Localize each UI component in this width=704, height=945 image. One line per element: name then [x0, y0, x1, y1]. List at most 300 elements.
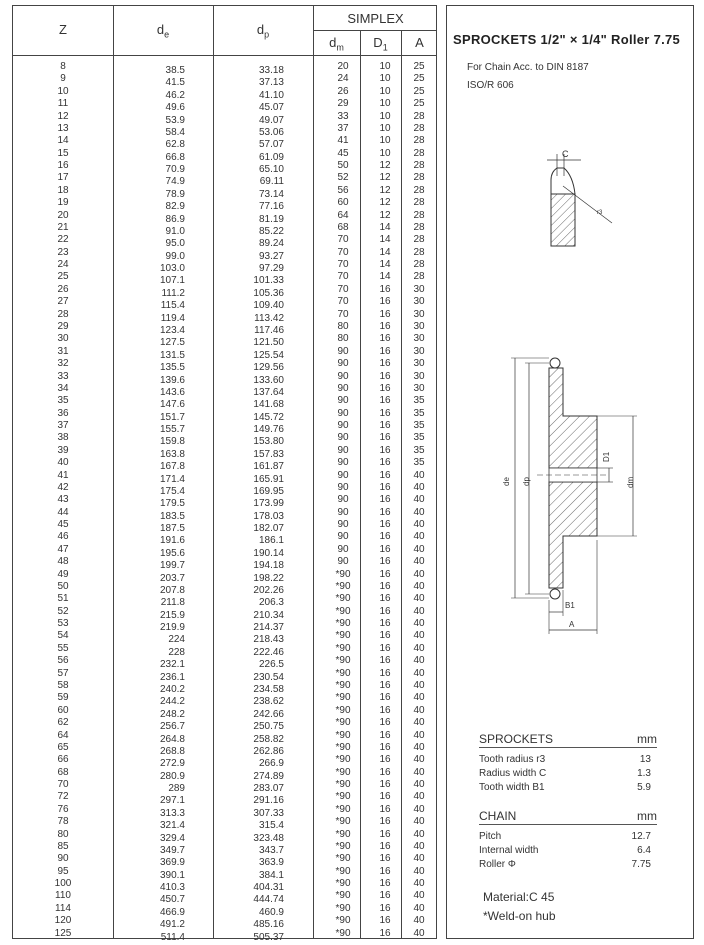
cell-de: 187.5 [159, 523, 185, 535]
label-de: de [502, 477, 511, 486]
spec-radius-width: Radius width C 1.3 [479, 768, 651, 779]
cell-a: 40 [413, 754, 425, 766]
cell-dm: *90 [335, 704, 351, 716]
cell-dm: *90 [335, 779, 351, 791]
cell-dp: 234.58 [253, 684, 284, 695]
cell-dp: 117.46 [254, 324, 284, 336]
cell-a: 28 [413, 246, 425, 258]
cell-dm: 52 [337, 172, 349, 184]
weld-hub-note: *Weld-on hub [483, 909, 556, 923]
table-row [13, 730, 436, 743]
cell-dp: 194.18 [253, 560, 284, 572]
cell-dp: 206.3 [258, 597, 284, 609]
label-dm: dm [626, 476, 635, 488]
table-row [13, 767, 436, 780]
cell-dp: 153.80 [253, 436, 284, 448]
cell-d1: 16 [379, 704, 391, 716]
cell-dp: 202.26 [253, 584, 284, 596]
table-row [13, 791, 436, 807]
cell-d1: 16 [379, 890, 391, 902]
cell-dm: 90 [337, 481, 349, 493]
cell-de: 215.9 [159, 609, 185, 621]
cell-de: 203.7 [159, 572, 185, 584]
cell-dm: *90 [335, 828, 351, 840]
cell-d1: 16 [379, 432, 391, 444]
cell-a: 35 [413, 395, 425, 407]
table-row [13, 172, 436, 188]
cell-z: 70 [57, 779, 69, 791]
table-row [13, 383, 436, 396]
cell-dp: 182.07 [253, 523, 284, 535]
cell-a: 28 [413, 209, 425, 221]
cell-de: 123.4 [159, 324, 185, 336]
cell-dp: 505.37 [253, 931, 284, 943]
cell-d1: 16 [379, 444, 391, 456]
table-row [13, 185, 436, 198]
cell-d1: 16 [379, 902, 391, 914]
cell-dp: 73.14 [258, 188, 284, 200]
cell-z: 57 [57, 667, 69, 679]
cell-d1: 14 [379, 271, 391, 283]
cell-dp: 41.10 [258, 89, 284, 101]
table-row [13, 333, 436, 349]
table-row [13, 296, 436, 312]
cell-dp: 178.03 [253, 510, 284, 522]
cell-de: 151.7 [159, 411, 185, 423]
cell-dp: 137.64 [253, 386, 284, 398]
cell-a: 40 [413, 531, 425, 543]
cell-z: 30 [57, 333, 69, 345]
table-row [13, 531, 436, 547]
cell-dm: *90 [335, 568, 351, 580]
cell-z: 54 [57, 630, 69, 642]
cell-dm: *90 [335, 902, 351, 914]
cell-d1: 14 [379, 234, 391, 246]
table-row [13, 73, 436, 89]
cell-a: 40 [413, 779, 425, 791]
cell-d1: 14 [379, 221, 391, 233]
cell-dp: 89.24 [258, 238, 284, 250]
table-row [13, 804, 436, 817]
cell-dm: 90 [337, 370, 349, 382]
cell-dp: 186.1 [258, 535, 284, 547]
cell-d1: 16 [379, 754, 391, 766]
table-row [13, 928, 436, 941]
cell-dm: 24 [337, 73, 349, 85]
cell-dm: 41 [337, 135, 349, 147]
table-row [13, 643, 436, 656]
spec-internal-width: Internal width 6.4 [479, 845, 651, 856]
cell-dp: 258.82 [253, 733, 284, 745]
table-row [13, 259, 436, 275]
cell-de: 511.4 [160, 931, 185, 943]
cell-z: 20 [57, 209, 69, 221]
cell-a: 25 [413, 85, 425, 97]
cell-dm: 37 [337, 122, 349, 134]
label-dp: dp [522, 477, 531, 486]
table-row [13, 61, 436, 74]
cell-de: 115.4 [160, 300, 185, 312]
cell-dp: 283.07 [253, 783, 284, 795]
cell-d1: 16 [379, 580, 391, 592]
cell-dm: 90 [337, 506, 349, 518]
cell-z: 34 [57, 382, 69, 394]
cell-dm: 90 [337, 345, 349, 357]
cell-de: 369.9 [159, 857, 185, 869]
cell-d1: 16 [379, 816, 391, 828]
cell-a: 40 [413, 741, 425, 753]
cell-de: 390.1 [159, 869, 185, 881]
cell-z: 42 [57, 481, 69, 493]
cell-z: 68 [57, 766, 69, 778]
cell-z: 52 [57, 605, 69, 617]
cell-dm: *90 [335, 865, 351, 877]
cell-de: 99.0 [165, 250, 185, 262]
cell-de: 191.6 [159, 535, 185, 547]
cell-dm: 90 [337, 543, 349, 555]
cell-d1: 16 [379, 333, 391, 345]
cell-d1: 16 [379, 358, 391, 370]
cell-z: 65 [57, 741, 69, 753]
cell-a: 35 [413, 407, 425, 419]
cell-dm: 90 [337, 519, 349, 531]
cell-dm: 50 [337, 160, 349, 172]
cell-de: 131.5 [159, 349, 185, 361]
cell-de: 195.6 [159, 547, 185, 559]
cell-dp: 165.91 [253, 473, 284, 485]
cell-de: 41.5 [165, 77, 185, 89]
table-row [13, 779, 436, 795]
cell-dp: 77.16 [258, 201, 284, 213]
cell-z: 17 [57, 172, 69, 184]
header-de: $d_e$ [156, 22, 170, 40]
cell-dm: 70 [337, 271, 349, 283]
cell-dm: *90 [335, 803, 351, 815]
cell-a: 28 [413, 160, 425, 172]
cell-a: 40 [413, 556, 425, 568]
cell-a: 40 [413, 853, 425, 865]
table-row [13, 655, 436, 671]
cell-d1: 12 [379, 172, 391, 184]
cell-d1: 16 [379, 345, 391, 357]
cell-d1: 12 [379, 197, 391, 209]
cell-dp: 343.7 [258, 844, 284, 856]
cell-dm: *90 [335, 667, 351, 679]
cell-d1: 16 [379, 506, 391, 518]
cell-d1: 16 [379, 296, 391, 308]
table-row [13, 606, 436, 619]
table-row [13, 717, 436, 733]
cell-dm: 90 [337, 494, 349, 506]
cell-de: 491.2 [159, 919, 185, 931]
cell-d1: 16 [379, 642, 391, 654]
cell-a: 28 [413, 147, 425, 159]
cell-z: 23 [57, 246, 69, 258]
cell-a: 30 [413, 296, 425, 308]
cell-z: 38 [57, 432, 69, 444]
cell-dm: 20 [337, 61, 349, 72]
cell-z: 47 [57, 543, 69, 555]
cell-a: 35 [413, 444, 425, 456]
cell-de: 127.5 [159, 337, 185, 349]
cell-a: 40 [413, 766, 425, 778]
cell-dm: 90 [337, 556, 349, 568]
cell-dp: 61.09 [258, 151, 284, 163]
cell-de: 86.9 [165, 213, 185, 225]
cell-d1: 16 [379, 543, 391, 555]
table-row [13, 544, 436, 557]
label-r3: r3 [597, 210, 603, 216]
table-row [13, 705, 436, 718]
cell-de: 139.6 [159, 374, 185, 386]
cell-dp: 57.07 [258, 139, 284, 151]
cell-dp: 33.18 [258, 65, 284, 76]
cell-dm: *90 [335, 766, 351, 778]
cell-a: 40 [413, 717, 425, 729]
cell-d1: 16 [379, 320, 391, 332]
cell-dp: 485.16 [253, 919, 284, 931]
cell-dm: *90 [335, 692, 351, 704]
header-a: A [415, 35, 424, 50]
cell-de: 159.8 [159, 436, 185, 448]
cell-a: 40 [413, 593, 425, 605]
cell-dm: *90 [335, 729, 351, 741]
cell-dp: 81.19 [258, 213, 284, 225]
cell-dm: 80 [337, 320, 349, 332]
cell-dp: 125.54 [253, 349, 284, 361]
table-row [13, 408, 436, 421]
cell-de: 46.2 [165, 89, 185, 101]
cell-z: 59 [57, 692, 69, 704]
cell-z: 110 [55, 890, 71, 902]
cell-d1: 16 [379, 469, 391, 481]
table-row [13, 123, 436, 136]
table-row [13, 482, 436, 495]
cell-de: 53.9 [165, 114, 185, 126]
cell-z: 50 [57, 580, 69, 592]
cell-dp: 97.29 [258, 263, 284, 275]
cell-z: 49 [57, 568, 69, 580]
cell-a: 40 [413, 902, 425, 914]
cell-dp: 141.68 [253, 399, 284, 411]
cell-dm: 90 [337, 432, 349, 444]
cell-a: 40 [413, 865, 425, 877]
cell-de: 74.9 [165, 176, 185, 188]
cell-z: 28 [57, 308, 69, 320]
cell-z: 62 [57, 717, 69, 729]
cell-d1: 16 [379, 568, 391, 580]
table-row [13, 915, 436, 931]
cell-dm: 80 [337, 333, 349, 345]
cell-dp: 262.86 [253, 745, 284, 757]
cell-de: 179.5 [159, 498, 185, 510]
cell-dm: *90 [335, 754, 351, 766]
cell-dp: 161.87 [253, 461, 284, 473]
cell-a: 40 [413, 927, 425, 939]
table-row [13, 829, 436, 842]
cell-z: 39 [57, 444, 69, 456]
cell-a: 40 [413, 791, 425, 803]
cell-d1: 16 [379, 667, 391, 679]
header-dp: $d_p$ [256, 22, 270, 40]
cell-a: 28 [413, 259, 425, 271]
cell-de: 107.1 [159, 275, 185, 287]
cell-dm: *90 [335, 717, 351, 729]
cell-dm: *90 [335, 580, 351, 592]
cell-d1: 16 [379, 803, 391, 815]
cell-a: 30 [413, 308, 425, 320]
cell-de: 49.6 [165, 102, 185, 114]
cell-z: 35 [57, 395, 69, 407]
table-row [13, 98, 436, 114]
cell-dm: 68 [337, 221, 349, 233]
cell-dp: 230.54 [253, 671, 284, 683]
cell-de: 244.2 [159, 696, 185, 708]
cell-a: 30 [413, 358, 425, 370]
table-row [13, 321, 436, 334]
table-row [13, 371, 436, 384]
table-row [13, 754, 436, 770]
cell-a: 28 [413, 110, 425, 122]
cell-dp: 384.1 [258, 869, 284, 881]
cell-z: 114 [55, 902, 71, 914]
cell-dp: 210.34 [253, 609, 284, 621]
cell-a: 30 [413, 333, 425, 345]
cell-de: 313.3 [159, 807, 185, 819]
cell-z: 64 [57, 729, 69, 741]
cell-dp: 101.33 [253, 275, 284, 287]
cell-dm: *90 [335, 840, 351, 852]
cell-dm: 26 [337, 85, 349, 97]
cell-d1: 16 [379, 308, 391, 320]
table-row [13, 556, 436, 572]
cell-dp: 109.40 [253, 300, 284, 312]
cell-dp: 315.4 [258, 820, 284, 832]
cell-d1: 16 [379, 593, 391, 605]
cell-dm: 90 [337, 531, 349, 543]
cell-d1: 10 [379, 73, 391, 85]
cell-a: 40 [413, 692, 425, 704]
cell-dp: 145.72 [253, 411, 284, 423]
cell-dp: 53.06 [258, 126, 284, 138]
cell-z: 95 [57, 865, 69, 877]
cell-d1: 16 [379, 382, 391, 394]
cell-a: 40 [413, 618, 425, 630]
cell-a: 40 [413, 915, 425, 927]
cell-d1: 12 [379, 209, 391, 221]
cell-dm: *90 [335, 605, 351, 617]
cell-dm: *90 [335, 890, 351, 902]
cell-de: 410.3 [159, 882, 185, 894]
cell-de: 167.8 [159, 461, 185, 473]
cell-a: 25 [413, 73, 425, 85]
cell-dm: 90 [337, 358, 349, 370]
cell-a: 28 [413, 197, 425, 209]
cell-z: 46 [57, 531, 69, 543]
cell-z: 27 [57, 296, 69, 308]
sprockets-heading: SPROCKETS mm [479, 732, 657, 746]
cell-d1: 16 [379, 692, 391, 704]
cell-z: 41 [57, 469, 69, 481]
cell-de: 111.2 [161, 287, 185, 299]
cell-a: 40 [413, 878, 425, 890]
cell-z: 66 [57, 754, 69, 766]
spec-roller: Roller Φ 7.75 [479, 859, 651, 870]
cell-a: 28 [413, 172, 425, 184]
cell-d1: 14 [379, 259, 391, 271]
cell-a: 28 [413, 234, 425, 246]
cell-d1: 16 [379, 791, 391, 803]
cell-d1: 16 [379, 407, 391, 419]
table-row [13, 160, 436, 176]
cell-z: 44 [57, 506, 69, 518]
cell-de: 135.5 [159, 362, 185, 374]
cell-dp: 238.62 [253, 696, 284, 708]
cell-z: 16 [57, 160, 69, 172]
cell-z: 56 [57, 655, 69, 667]
cell-a: 25 [413, 98, 425, 110]
cell-a: 40 [413, 655, 425, 667]
cell-d1: 16 [379, 630, 391, 642]
cell-z: 60 [57, 704, 69, 716]
cell-dm: 70 [337, 308, 349, 320]
table-row [13, 680, 436, 693]
cell-dp: 149.76 [253, 424, 284, 436]
cell-de: 321.4 [159, 820, 185, 832]
cell-a: 40 [413, 519, 425, 531]
cell-d1: 16 [379, 766, 391, 778]
cell-z: 53 [57, 618, 69, 630]
cell-d1: 16 [379, 457, 391, 469]
cell-a: 40 [413, 840, 425, 852]
cell-de: 155.7 [159, 424, 185, 436]
cell-de: 70.9 [165, 164, 185, 176]
table-row [13, 841, 436, 854]
cell-dp: 250.75 [253, 721, 284, 733]
cell-de: 175.4 [159, 485, 185, 497]
cell-de: 183.5 [159, 510, 185, 522]
cell-dm: 70 [337, 259, 349, 271]
cell-d1: 16 [379, 283, 391, 295]
cell-dm: *90 [335, 927, 351, 939]
cell-z: 18 [57, 184, 69, 196]
cell-d1: 16 [379, 680, 391, 691]
table-row [13, 494, 436, 510]
cell-a: 40 [413, 543, 425, 555]
cell-a: 30 [413, 320, 425, 332]
cell-d1: 16 [379, 481, 391, 493]
cell-dp: 323.48 [253, 832, 284, 844]
cell-dp: 49.07 [258, 114, 284, 126]
cell-z: 125 [54, 927, 72, 939]
cell-a: 40 [413, 729, 425, 741]
cell-z: 22 [57, 234, 69, 246]
cell-dp: 222.46 [253, 646, 284, 658]
cell-d1: 16 [379, 556, 391, 568]
cell-z: 32 [57, 358, 69, 370]
cell-d1: 10 [379, 147, 391, 159]
cell-a: 30 [413, 345, 425, 357]
cell-a: 28 [413, 271, 425, 283]
panel-title: SPROCKETS 1/2" × 1/4" Roller 7.75 [453, 32, 681, 47]
cell-d1: 16 [379, 878, 391, 890]
cell-a: 28 [413, 122, 425, 134]
table-row [13, 432, 436, 448]
cell-dp: 266.9 [258, 758, 284, 770]
cell-z: 8 [60, 61, 66, 72]
cell-de: 211.8 [160, 597, 185, 609]
cell-d1: 12 [379, 184, 391, 196]
